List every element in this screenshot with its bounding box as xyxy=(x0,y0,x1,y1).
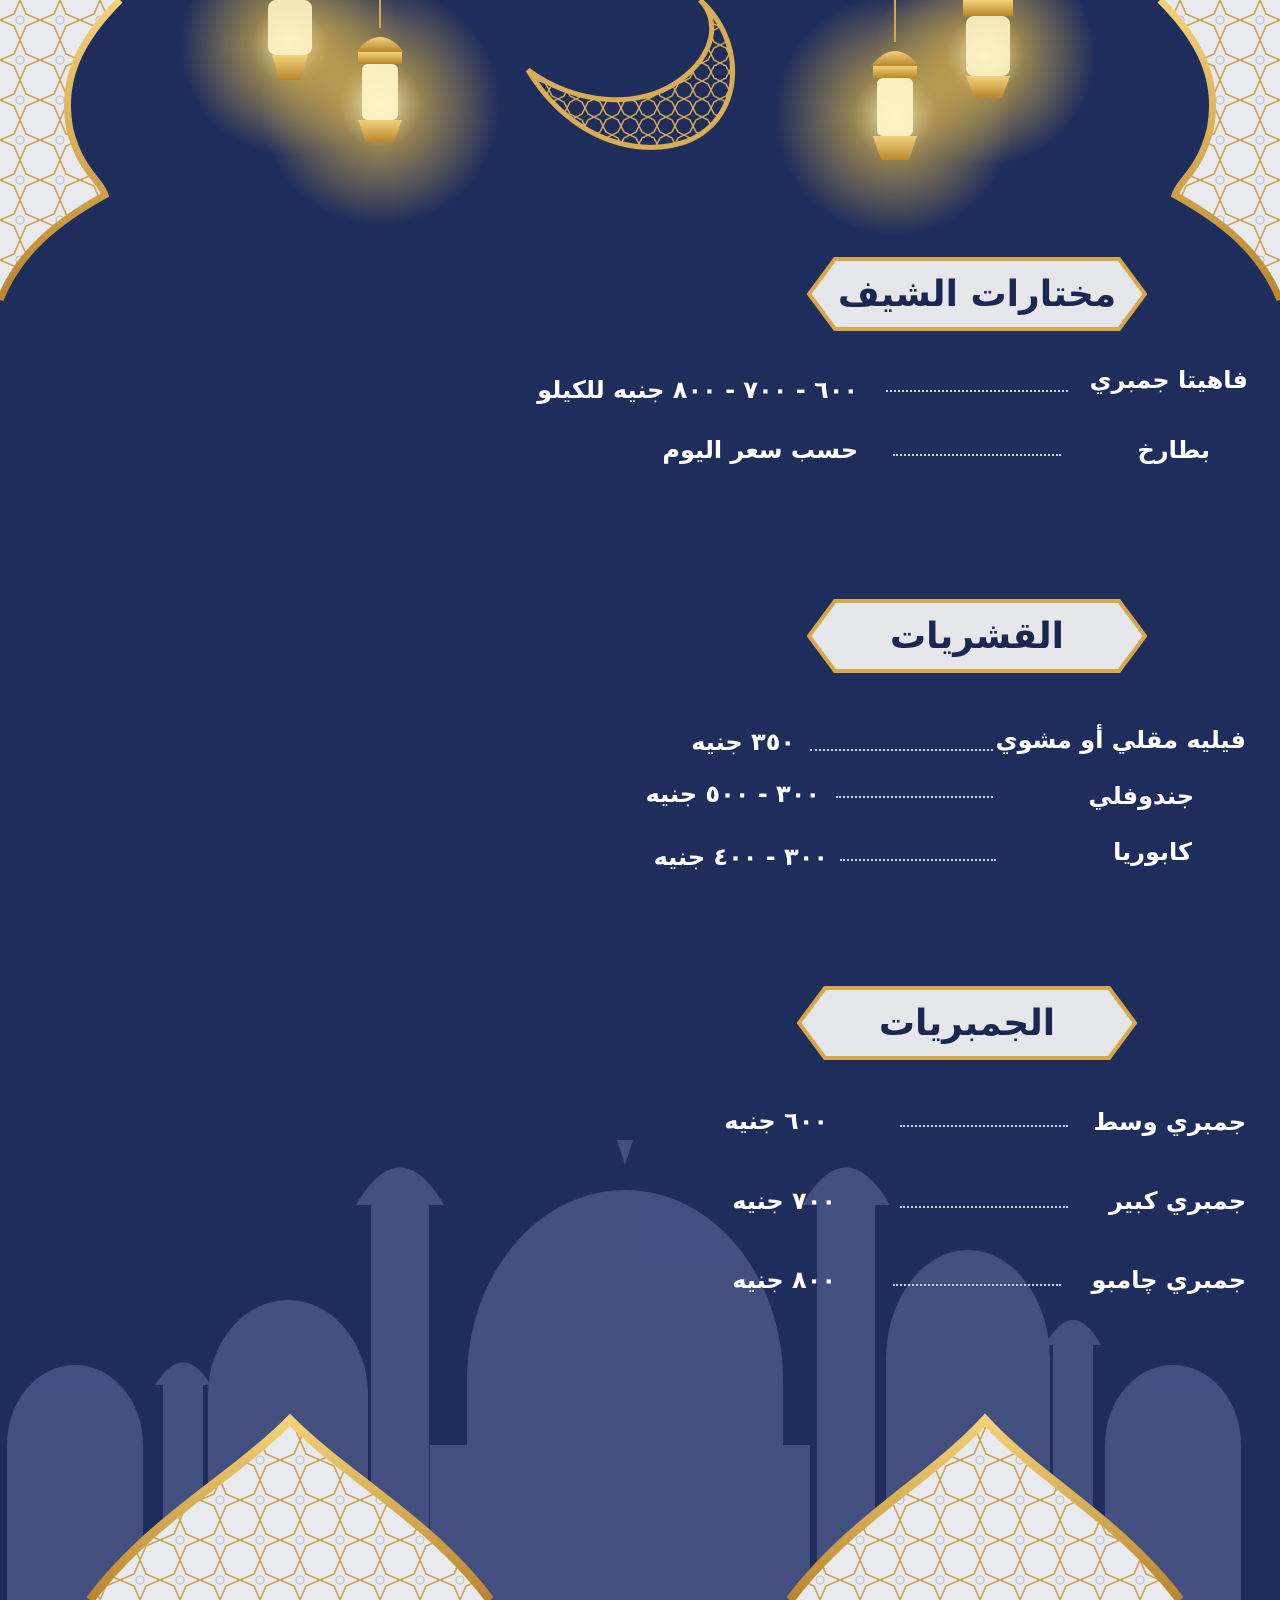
menu-item-price: ٨٠٠ جنيه xyxy=(732,1266,836,1294)
dotted-leader xyxy=(810,749,993,751)
dotted-leader xyxy=(840,859,996,861)
dotted-leader xyxy=(900,1125,1068,1127)
dotted-leader xyxy=(900,1206,1068,1208)
section-title: مختارات الشيف xyxy=(837,273,1117,315)
menu-item-name: جمبري چامبو xyxy=(1091,1266,1246,1294)
section-header-shrimp xyxy=(797,984,1137,1062)
menu-item-price: حسب سعر اليوم xyxy=(662,436,858,464)
menu-item-price: ٦٠٠ - ٧٠٠ - ٨٠٠ جنيه للكيلو xyxy=(537,376,858,404)
menu-item-name: جندوفلي xyxy=(1088,782,1194,810)
menu-item-name: جمبري وسط xyxy=(1093,1108,1246,1136)
dotted-leader xyxy=(836,796,993,798)
menu-item-price: ٧٠٠ جنيه xyxy=(732,1187,836,1215)
menu-item-name: جمبري كبير xyxy=(1109,1187,1246,1215)
menu-item-price: ٣٠٠ - ٥٠٠ جنيه xyxy=(645,780,820,808)
menu-item-price: ٦٠٠ جنيه xyxy=(724,1107,828,1135)
dotted-leader xyxy=(893,1284,1061,1286)
dotted-leader xyxy=(893,454,1061,456)
menu-item-name: فاهيتا جمبري xyxy=(1089,366,1248,394)
menu-item-name: بطارخ xyxy=(1137,436,1210,464)
hanging-lantern-icon xyxy=(963,0,1013,98)
section-title: القشريات xyxy=(890,615,1065,657)
dotted-leader xyxy=(886,390,1068,392)
menu-item-price: ٣٠٠ - ٤٠٠ جنيه xyxy=(653,843,828,871)
menu-item-price: ٣٥٠ جنيه xyxy=(691,728,795,756)
menu-item-name: كابوريا xyxy=(1113,838,1192,866)
section-header-crustaceans xyxy=(807,597,1147,675)
menu-item-name: فيليه مقلي أو مشوي xyxy=(995,726,1246,754)
section-title: الجمبريات xyxy=(878,1002,1056,1044)
section-header-chef-picks xyxy=(807,255,1147,333)
